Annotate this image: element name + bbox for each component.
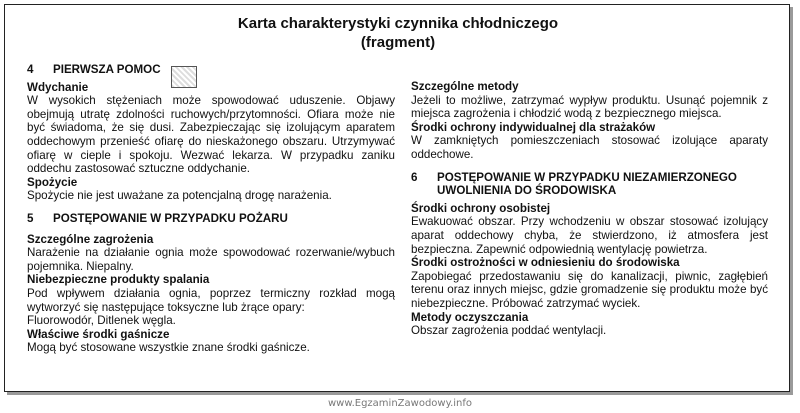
zagrozenia-text: Narażenie na działanie ognia może spowodować rozerwanie/wybuch pojemnika. Niepalny. [27, 246, 395, 273]
spozycie-text: Spożycie nie jest uważane za potencjalną drogę narażenia. [27, 189, 332, 203]
left-column [27, 63, 395, 355]
spozycie-heading: Spożycie [27, 175, 78, 189]
produkty-text: Pod wpływem działania ognia, poprzez termiczny rozkład mogą wytworzyć się następujące toksyczne lub żrące opary: [27, 286, 395, 314]
metody-text: Jeżeli to możliwe, zatrzymać wypływ produktu. Usunąć pojemnik z miejsca zagrożenia i chłodzić wodą z bezpiecznego miejsca. [411, 93, 768, 121]
watermark: www.EgzaminZawodowy.info [327, 398, 473, 409]
section-5-title: POSTĘPOWANIE W PRZYPADKU POŻARU [53, 211, 288, 225]
oczyszczanie-heading: Metody oczyszczania [411, 310, 529, 324]
srodki-gasnicze-heading: Właściwe środki gaśnicze [27, 327, 170, 341]
document-title [5, 14, 791, 52]
srodowisko-heading: Środki ostrożności w odniesieniu do środowiska [411, 256, 680, 270]
right-column [411, 80, 768, 338]
wdychanie-text: W wysokich stężeniach może spowodować uduszenie. Objawy obejmują utratę zdolności ruchowych/przytomności. Ofiara może nie być świadoma, że się dusi. Zabezpieczając się izolującym aparatem oddechowym przenieść ofiarę do nieskażonego obszaru. Utrzymywać ofiarę w cieple i spokoju. Wezwać lekarza. W przypadku zaniku oddechu zastosować sztuczne oddychanie. [27, 94, 395, 176]
metody-heading: Szczególne metody [411, 80, 519, 93]
section-4-number: 4 [27, 63, 34, 76]
produkty-text-2: Fluorowodór, Ditlenek węgla. [27, 314, 176, 328]
section-4-heading [27, 63, 395, 77]
produkty-heading: Niebezpieczne produkty spalania [27, 273, 210, 287]
srodowisko-text: Zapobiegać przedostawaniu się do kanalizacji, piwnic, zagłębień terenu oraz innych miejsc, gdzie gromadzenie się produktu może być niebezpieczne. Próbować zatrzymać wyciek. [411, 269, 768, 310]
ochrona-strazakow-text: W zamkniętych pomieszczeniach stosować izolujące aparaty oddechowe. [411, 134, 768, 161]
oczyszczanie-text: Obszar zagrożenia poddać wentylacji. [411, 324, 607, 338]
title-line-2: (fragment) [360, 34, 436, 51]
title-line-1: Karta charakterystyki czynnika chłodniczego [237, 15, 559, 32]
section-4-title: PIERWSZA POMOC [53, 63, 161, 76]
ochrona-strazakow-heading: Środki ochrony indywidualnej dla strażaków [411, 120, 656, 134]
section-5-number: 5 [27, 211, 34, 225]
zagrozenia-heading: Szczególne zagrożenia [27, 232, 154, 246]
section-6-title: POSTĘPOWANIE W PRZYPADKU NIEZAMIERZONEGO UWOLNIENIA DO ŚRODOWISKA [437, 170, 737, 198]
wdychanie-heading: Wdychanie [27, 80, 89, 94]
srodki-gasnicze-text: Mogą być stosowane wszystkie znane środki gaśnicze. [27, 341, 310, 355]
section-5-heading [27, 212, 395, 226]
section-6-heading [411, 171, 768, 198]
ochrona-osobista-text: Ewakuować obszar. Przy wchodzeniu w obszar stosować izolujący aparat oddechowy chyba, że stwierdzono, iż atmosfera jest bezpieczna. Zapewnić odpowiednią wentylację powietrza. [411, 215, 768, 256]
section-6-number: 6 [411, 170, 418, 184]
ochrona-osobista-heading: Środki ochrony osobistej [411, 201, 551, 215]
